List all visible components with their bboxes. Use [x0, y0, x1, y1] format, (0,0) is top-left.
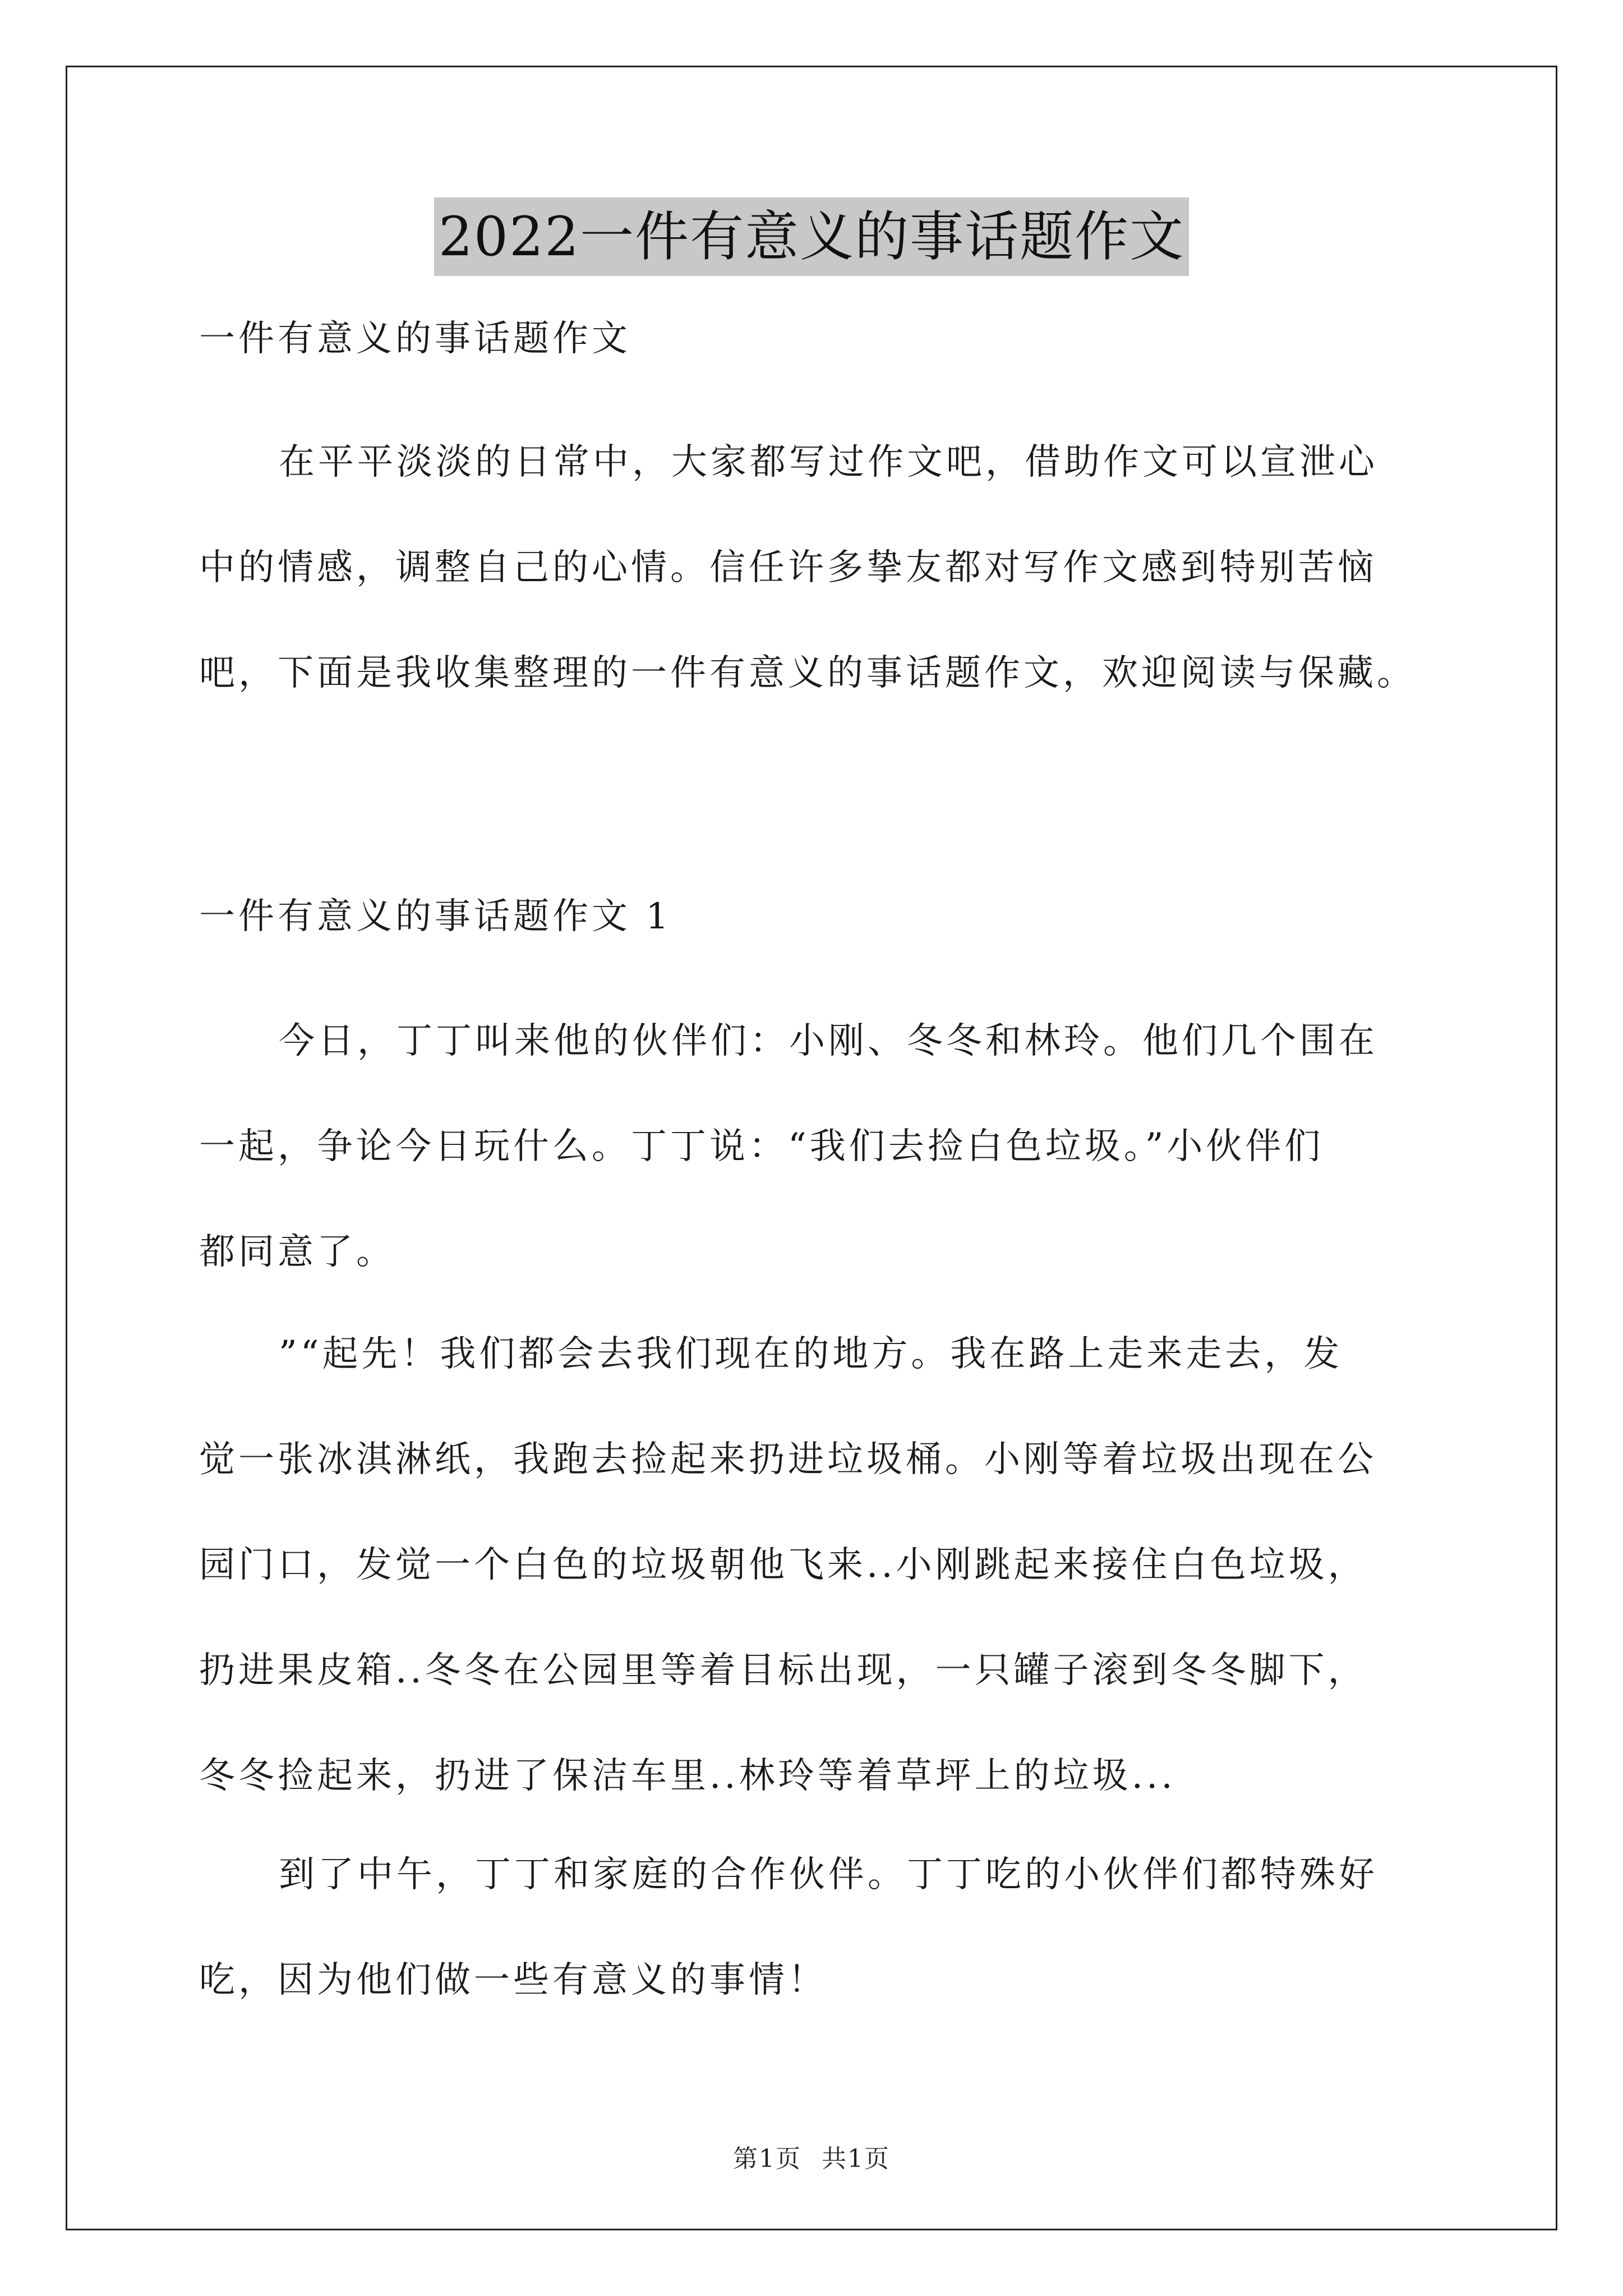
title-container	[0, 197, 1623, 276]
page-total: 共1页	[822, 2145, 890, 2173]
page-footer	[0, 2138, 1623, 2174]
paragraph-line: 扔进果皮箱..冬冬在公园里等着目标出现，一只罐子滚到冬冬脚下，	[199, 1650, 1367, 1691]
intro-paragraph	[199, 409, 1438, 726]
page-current: 第1页	[733, 2145, 801, 2173]
paragraph-line: 今日，丁丁叫来他的伙伴们：小刚、冬冬和林玲。他们几个围在	[279, 1020, 1378, 1062]
paragraph-2	[199, 1301, 1438, 1829]
paragraph-line: 吃，因为他们做一些有意义的事情！	[199, 1959, 827, 2001]
intro-heading: 一件有意义的事话题作文	[199, 318, 631, 360]
paragraph-1	[199, 988, 1438, 1305]
paragraph-line: 一起，争论今日玩什么。丁丁说：“我们去捡白色垃圾。”小伙伴们	[199, 1126, 1324, 1167]
section-heading: 一件有意义的事话题作文 1	[199, 896, 672, 937]
paragraph-line: 都同意了。	[199, 1231, 395, 1273]
paragraph-line: 中的情感，调整自己的心情。信任许多挚友都对写作文感到特别苦恼	[199, 547, 1377, 588]
paragraph-3	[199, 1822, 1438, 2033]
paragraph-line: 吧，下面是我收集整理的一件有意义的事话题作文，欢迎阅读与保藏。	[199, 652, 1416, 694]
paragraph-line: 在平平淡淡的日常中，大家都写过作文吧，借助作文可以宣泄心	[279, 441, 1378, 483]
paragraph-line: 园门口，发觉一个白色的垃圾朝他飞来..小刚跳起来接住白色垃圾，	[199, 1544, 1367, 1586]
paragraph-line: ”“起先！我们都会去我们现在的地方。我在路上走来走去，发	[279, 1333, 1343, 1375]
document-title: 2022一件有意义的事话题作文	[434, 197, 1189, 276]
paragraph-line: 到了中午，丁丁和家庭的合作伙伴。丁丁吃的小伙伴们都特殊好	[279, 1854, 1378, 1895]
paragraph-line: 觉一张冰淇淋纸，我跑去捡起来扔进垃圾桶。小刚等着垃圾出现在公	[199, 1439, 1377, 1480]
paragraph-line: 冬冬捡起来，扔进了保洁车里..林玲等着草坪上的垃圾...	[199, 1755, 1176, 1797]
